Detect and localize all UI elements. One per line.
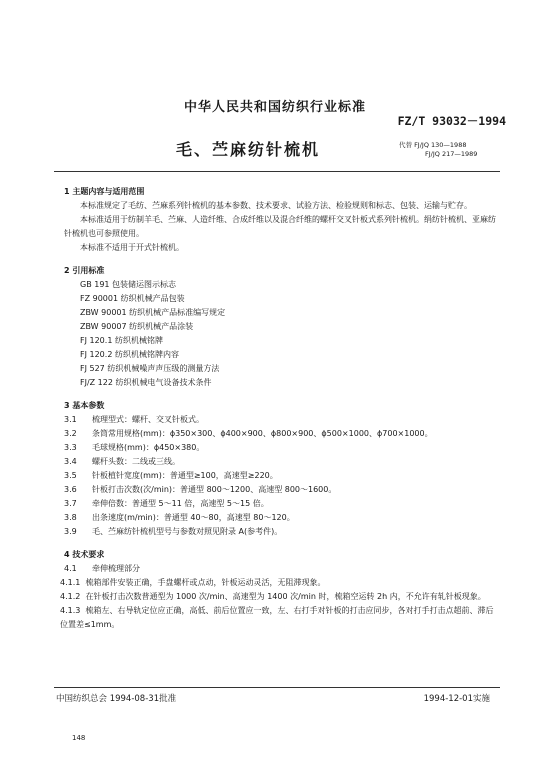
- clause-number: 3.5: [64, 471, 77, 480]
- section-1-paragraph: 本标准适用于纺制羊毛、苎麻、人造纤维、合成纤维以及混合纤维的螺杆交叉针板式系列针梳机。绢纺针梳机、亚麻纺针梳机也可参照使用。: [64, 215, 496, 238]
- clause-number: 3.8: [64, 513, 77, 522]
- clause-text: 梳箱左、右导轨定位应正确，高低、前后位置应一致，左、右打手对针板的打击应同步，各对打手打击点超前、滞后位置差≤1mm。: [60, 606, 494, 629]
- footer-divider: [54, 687, 500, 688]
- clause-number: 3.1: [64, 415, 77, 424]
- section-1-heading: 1 主题内容与适用范围: [64, 187, 145, 196]
- reference-item: FJ/Z 122 纺织机械电气设备技术条件: [80, 378, 212, 387]
- section-3-heading: 3 基本参数: [64, 401, 105, 410]
- clause-text: 针板植针宽度(mm)：普通型≥100，高速型≥220。: [92, 471, 278, 480]
- clause-text: 在针板打击次数普通型为 1000 次/min、高速型为 1400 次/min 时，梳箱空运转 2h 内，不允许有轧针板现象。: [85, 592, 486, 601]
- clause-text: 牵伸倍数：普通型 5～11 倍，高速型 5～15 倍。: [92, 499, 269, 508]
- clause-number: 4.1.1: [60, 578, 81, 587]
- clause-text: 条筒常用规格(mm)：ϕ350×300、ϕ400×900、ϕ800×900、ϕ500×1000、ϕ700×1000。: [92, 429, 433, 438]
- reference-item: FJ 120.2 纺织机械铭牌内容: [80, 350, 179, 359]
- clause-number: 4.1: [64, 564, 77, 573]
- clause-number: 3.4: [64, 457, 77, 466]
- replaces-note: [399, 141, 477, 158]
- clause: [64, 427, 496, 441]
- standard-number: FZ/T 93032－1994: [397, 114, 506, 128]
- clause-text: 毛、苎麻纺针梳机型号与参数对照见附录 A(参考件)。: [92, 527, 283, 536]
- clause-number: 3.2: [64, 429, 77, 438]
- clause-number: 3.3: [64, 443, 77, 452]
- document-title: 毛、苎麻纺针梳机: [176, 140, 321, 159]
- clause-text: 梳箱部件安装正确，手盘螺杆或点动，针板运动灵活，无阻滞现象。: [85, 578, 326, 587]
- clause-number: 4.1.3: [60, 606, 81, 615]
- reference-item: FJ 527 纺织机械噪声声压级的测量方法: [80, 364, 220, 373]
- replaces-line-1: 代替 FJ/JQ 130—1988: [399, 141, 467, 149]
- header-divider: [54, 171, 500, 172]
- reference-item: ZBW 90007 纺织机械产品涂装: [80, 322, 194, 331]
- section-2-heading: 2 引用标准: [64, 266, 105, 275]
- reference-item: FZ 90001 纺织机械产品包装: [80, 294, 185, 303]
- clause-text: 针板打击次数(次/min)：普通型 800～1200、高速型 800～1600。: [92, 485, 337, 494]
- section-1-paragraph: 本标准不适用于开式针梳机。: [80, 243, 184, 252]
- section-4-heading: 4 技术要求: [64, 550, 105, 559]
- clause: [60, 590, 496, 604]
- clause-text: 梳理型式：螺杆、交叉针板式。: [92, 415, 204, 424]
- clause: [64, 413, 496, 427]
- reference-item: ZBW 90001 纺织机械产品标准编写规定: [80, 308, 226, 317]
- reference-item: FJ 120.1 纺织机械铭牌: [80, 336, 163, 345]
- implementation-date: 1994-12-01实施: [423, 694, 490, 704]
- document-body: [60, 185, 496, 632]
- clause: [60, 576, 496, 590]
- clause-text: 牵伸梳理部分: [92, 564, 140, 573]
- clause: [64, 511, 496, 525]
- page-number: 148: [72, 734, 86, 742]
- clause-text: 螺杆头数：二线或三线。: [92, 457, 180, 466]
- clause: [64, 497, 496, 511]
- clause: [60, 604, 496, 632]
- clause-text: 出条速度(m/min)：普通型 40～80，高速型 80～120。: [92, 513, 295, 522]
- clause-number: 3.9: [64, 527, 77, 536]
- clause: [64, 469, 496, 483]
- clause-number: 3.7: [64, 499, 77, 508]
- clause: [64, 562, 496, 576]
- clause-number: 3.6: [64, 485, 77, 494]
- clause: [64, 441, 496, 455]
- clause-number: 4.1.2: [60, 592, 81, 601]
- clause: [64, 525, 496, 539]
- replaces-line-2: FJ/JQ 217—1989: [425, 149, 478, 158]
- section-1-paragraph: 本标准规定了毛纺、苎麻系列针梳机的基本参数、技术要求、试验方法、检验规则和标志、包装、运输与贮存。: [80, 201, 472, 210]
- issuing-organization: 中华人民共和国纺织行业标准: [183, 100, 366, 115]
- clause: [64, 455, 496, 469]
- reference-item: GB 191 包装储运图示标志: [80, 280, 177, 289]
- approval-line: 中国纺织总会 1994-08-31批准: [56, 694, 177, 704]
- clause-text: 毛球规格(mm)：ϕ450×380。: [92, 443, 205, 452]
- clause: [64, 483, 496, 497]
